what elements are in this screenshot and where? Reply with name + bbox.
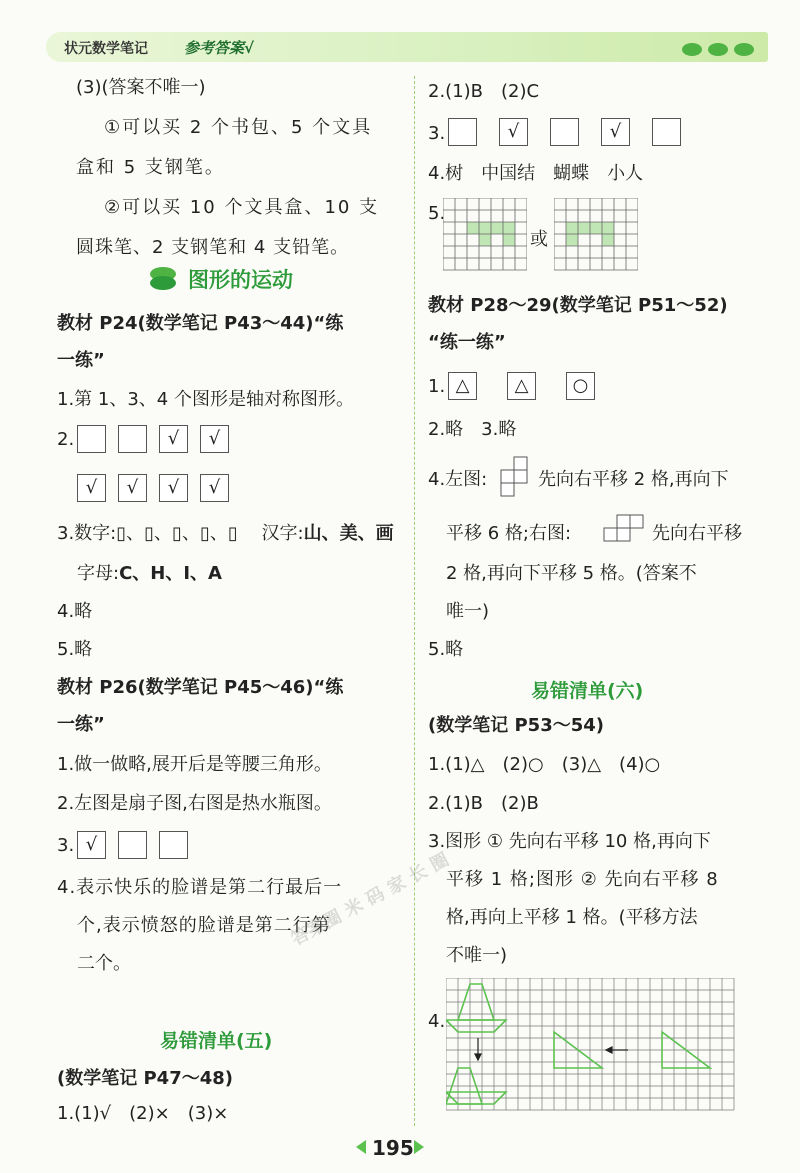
answer-b4-line1-post: 先向右平移 2 格,再向下 [538,469,729,490]
q3-chars-label: 汉字: [261,523,304,544]
grid-lines [446,978,734,1110]
answer-r4-line3: 二个。 [77,953,131,974]
error-list-6-q3-line4: 不唯一) [446,945,508,966]
page-number: 195 [372,1136,414,1160]
answer-r4-line2: 个,表示愤怒的脸谱是第二行第 [77,915,331,936]
q2-row2 [77,474,241,502]
answer-box [652,118,681,146]
answer-r3-label: 3. [57,835,75,856]
section-error-list-6: 易错清单(六) [531,680,644,702]
answer-b1-label: 1. [428,376,446,397]
left-line-4: ②可以买 10 个文具盒、10 支 [104,197,380,218]
answer-a5-or: 或 [530,229,548,250]
answer-b2-b3: 2.略 3.略 [428,419,517,440]
material-heading-2b: 一练” [57,714,105,735]
answer-box [448,118,477,146]
error-list-6-q2: 2.(1)B (2)B [428,793,539,814]
error-list-6-q1: 1.(1)△ (2)○ (3)△ (4)○ [428,754,661,775]
net-figure-left [500,456,536,500]
answer-b5: 5.略 [428,639,464,660]
answer-q5: 5.略 [57,639,93,660]
answer-box: √ [159,474,188,502]
answer-box: √ [200,474,229,502]
grid-figure-right [554,198,638,276]
error-list-6-q4-label: 4. [428,1011,446,1032]
answer-box: √ [499,118,528,146]
r3-boxes [77,831,200,859]
answer-b4-line2-pre: 平移 6 格;右图: [446,523,572,544]
answer-q1: 1.第 1、3、4 个图形是轴对称图形。 [57,389,354,410]
answer-q2-label: 2. [57,429,75,450]
answer-a3-label: 3. [428,123,446,144]
answer-box: ○ [566,372,595,400]
book-title: 状元数学笔记 [64,41,148,57]
answer-box [118,831,147,859]
q3-chars: 山、美、画 [303,523,394,544]
prev-page-icon [356,1140,366,1154]
left-line-1: (3)(答案不唯一) [76,77,206,98]
left-line-3: 盒和 5 支钢笔。 [76,157,225,178]
material-heading-1a: 教材 P24(数学笔记 P43～44)“练 [57,313,344,334]
answer-b4-line1-pre: 4.左图: [428,469,488,490]
error-list-5-source: (数学笔记 P47～48) [57,1068,234,1089]
answer-q3-line1 [57,522,394,545]
answer-q4: 4.略 [57,601,93,622]
answer-r4-line1: 4.表示快乐的脸谱是第二行最后一 [57,877,343,898]
arrow-left-head-icon [606,1047,612,1053]
q2-row1 [77,425,241,453]
answer-b4-line3: 2 格,再向下平移 5 格。(答案不 [446,563,697,584]
answer-box: √ [601,118,630,146]
translation-grid-figure [446,978,738,1112]
material-heading-3a: 教材 P28～29(数学笔记 P51～52) [428,295,728,316]
section-title: 图形的运动 [188,268,293,292]
answer-tag: 参考答案√ [184,39,255,57]
answer-box: √ [118,474,147,502]
q3-letters: C、H、I、A [119,563,222,584]
grid-figure-left [443,198,527,276]
answer-box [550,118,579,146]
answer-box: √ [77,474,106,502]
answer-b4-line4: 唯一) [446,601,490,622]
answer-box [159,831,188,859]
answer-box: √ [77,831,106,859]
net-figure-right [603,514,649,546]
answer-box: △ [507,372,536,400]
header-dots [676,41,754,60]
b1-boxes [448,372,607,400]
error-list-6-q3-line1: 3.图形 ① 先向右平移 10 格,再向下 [428,831,711,852]
error-list-5-q1: 1.(1)√ (2)× (3)× [57,1103,229,1124]
section-badge-icon [148,265,178,291]
answer-a4: 4.树 中国结 蝴蝶 小人 [428,163,644,184]
material-heading-2a: 教材 P26(数学笔记 P45～46)“练 [57,677,344,698]
section-error-list-5: 易错清单(五) [160,1030,273,1052]
column-divider [414,76,415,1126]
answer-r2: 2.左图是扇子图,右图是热水瓶图。 [57,793,332,814]
answer-box [118,425,147,453]
error-list-6-q3-line2: 平移 1 格;图形 ② 先向右平移 8 [446,869,719,890]
watermark: 答案圈 米 码 家 长 圈 [287,849,453,950]
left-line-2: ①可以买 2 个书包、5 个文具 [104,117,373,138]
arrow-down-head-icon [475,1054,481,1060]
page-header [46,32,768,62]
answer-r1: 1.做一做略,展开后是等腰三角形。 [57,754,332,775]
q3-digits: ▯、▯、▯、▯、▯ [116,523,238,544]
next-page-icon [414,1140,424,1154]
material-heading-3b: “练一练” [428,332,506,353]
answer-b4-line2-post: 先向右平移 [652,523,742,544]
answer-a2: 2.(1)B (2)C [428,81,540,102]
answer-box [77,425,106,453]
left-line-5: 圆珠笔、2 支钢笔和 4 支铅笔。 [76,237,350,258]
answer-a5-label: 5. [428,203,446,224]
error-list-6-source: (数学笔记 P53～54) [428,715,605,736]
answer-box: √ [200,425,229,453]
answer-q3-line2 [77,562,222,585]
q3-letters-label: 字母: [77,563,120,584]
answer-box: √ [159,425,188,453]
a3-boxes [448,118,693,146]
error-list-6-q3-line3: 格,再向上平移 1 格。(平移方法 [446,907,698,928]
q3-digits-label: 3.数字: [57,523,117,544]
material-heading-1b: 一练” [57,350,105,371]
answer-box: △ [448,372,477,400]
